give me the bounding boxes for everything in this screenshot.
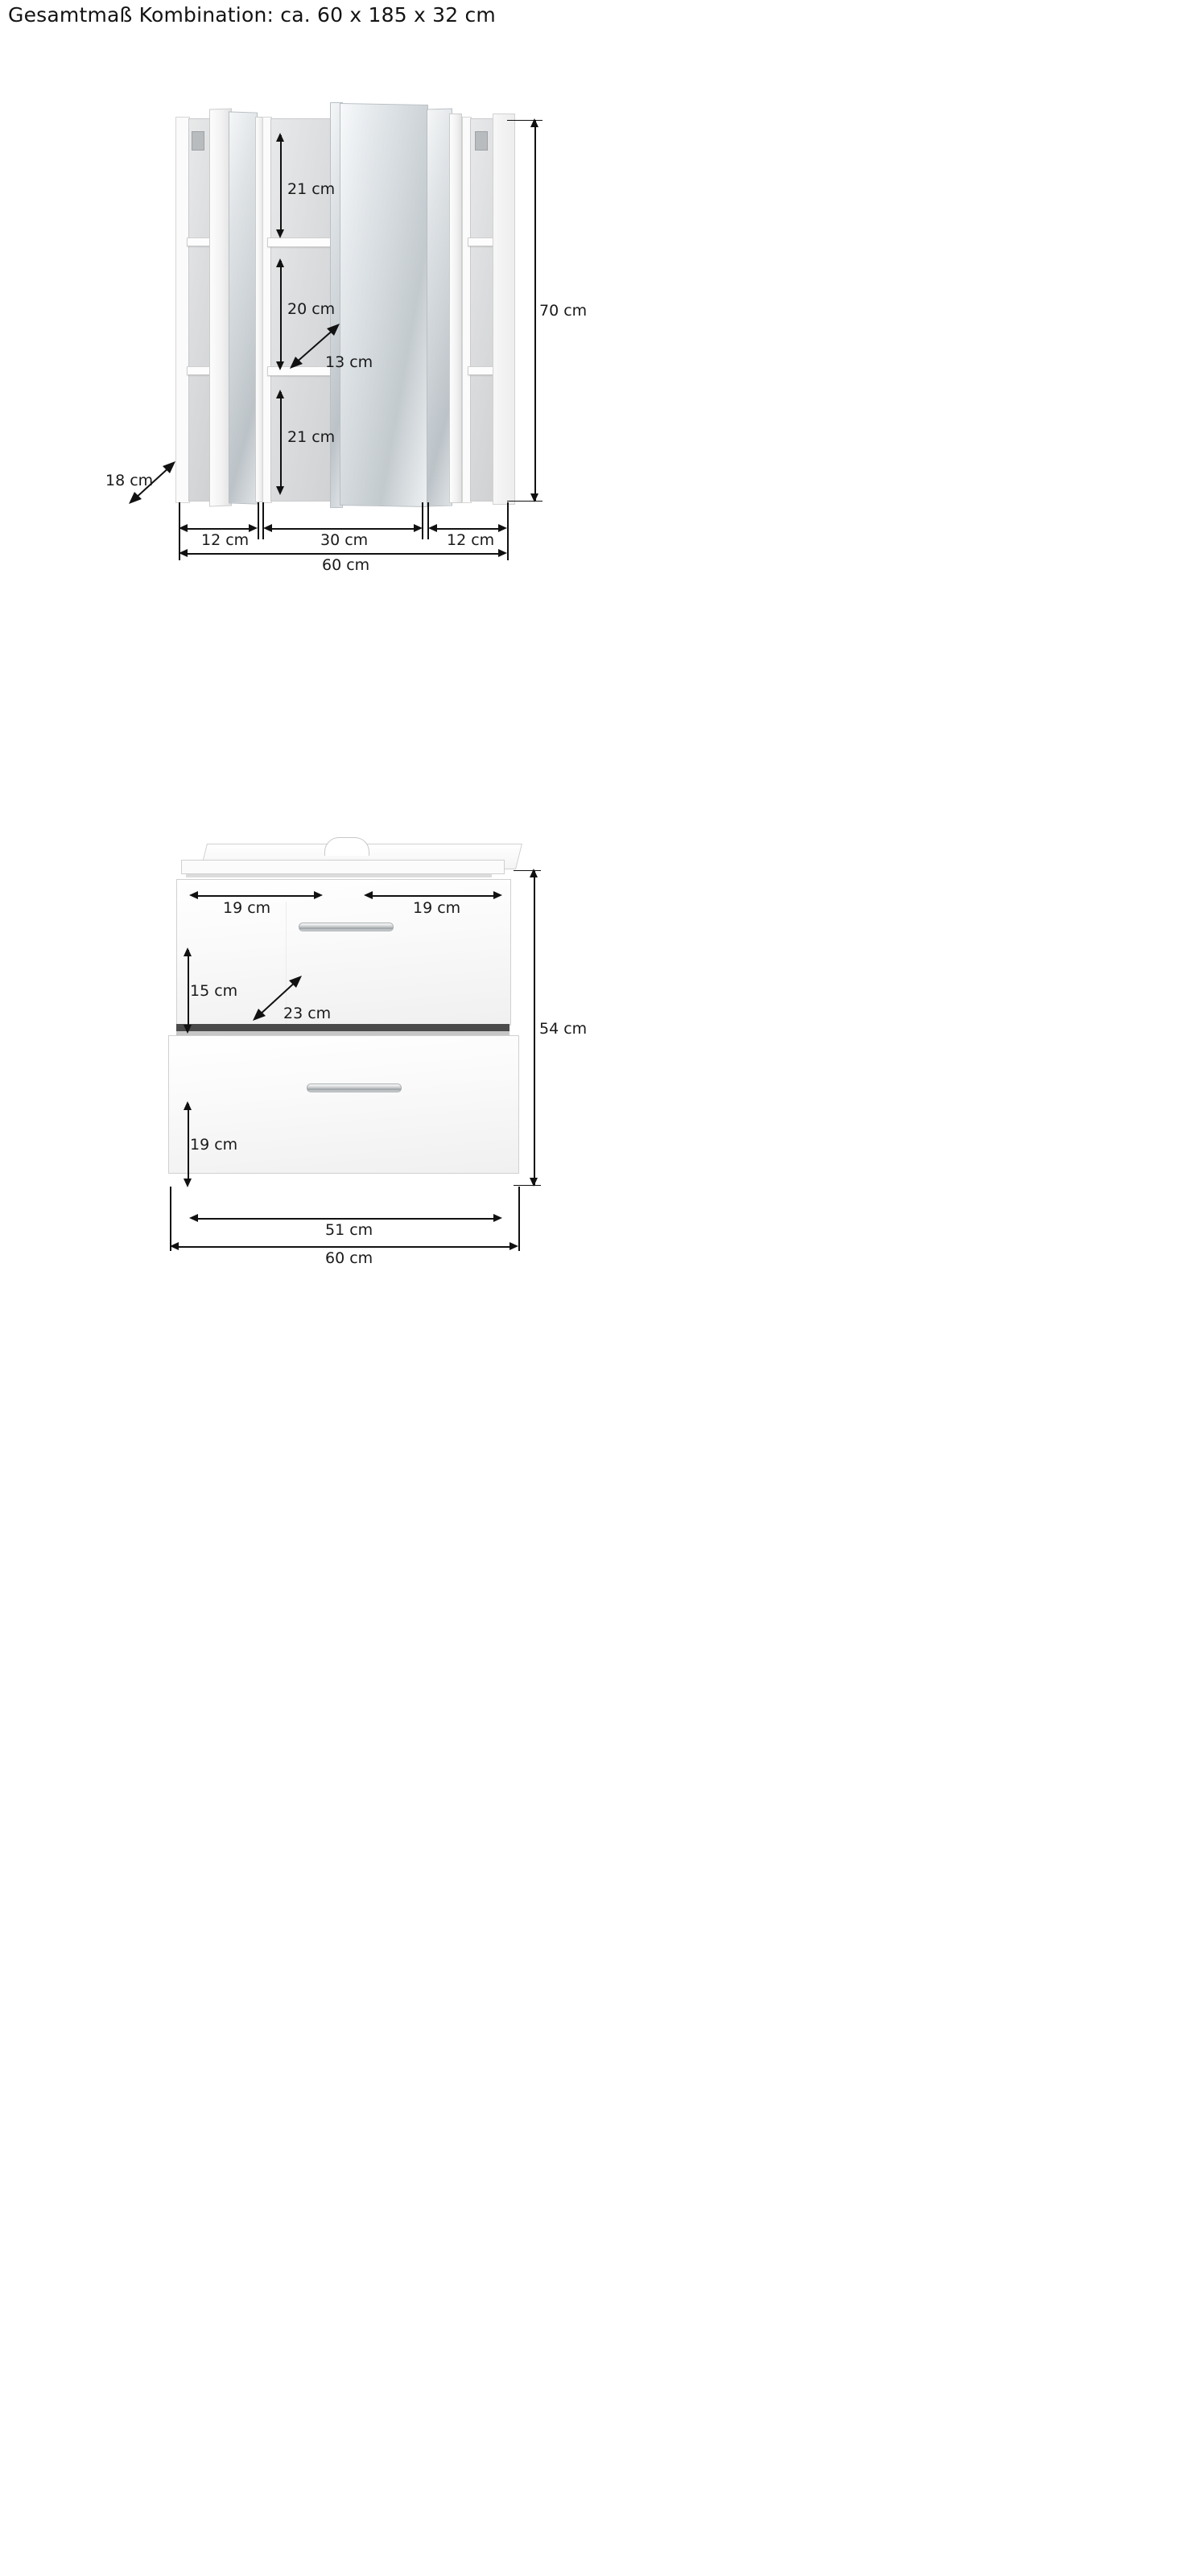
arrowhead-left-left-door-width [179, 524, 188, 532]
arrowhead-right-drawer-top-right-width [493, 891, 502, 899]
left-door-mirror [229, 111, 258, 504]
vanity-cabinet-illustration [165, 837, 527, 1175]
dim-line-total-height [534, 120, 536, 501]
dim-label-left-door-width: 12 cm [201, 531, 250, 549]
right-compartment-inner [470, 118, 494, 502]
page-title: Gesamtmaß Kombination: ca. 60 x 185 x 32 cm [8, 3, 496, 27]
dim-label-side-depth: 18 cm [105, 472, 154, 489]
dim-line-left-door-width [182, 528, 254, 530]
ext-line-width-center-left [262, 502, 264, 539]
dim-label-center-width: 30 cm [320, 531, 369, 549]
arrowhead-up-vanity-total-height [530, 869, 538, 877]
dim-line-drawer-bottom-height [188, 1104, 189, 1181]
dim-line-bottom-compartment [280, 392, 282, 489]
dim-line-drawer-top-left-width [192, 895, 320, 897]
arrowhead-right-vanity-inner-width [493, 1214, 502, 1222]
arrowhead-down-drawer-top-height [184, 1025, 192, 1034]
arrowhead-left-drawer-top-left-width [189, 891, 198, 899]
mirror-cabinet-illustration [175, 109, 514, 507]
dim-line-vanity-total-height [534, 870, 535, 1185]
dim-label-middle-compartment: 20 cm [287, 300, 336, 318]
dim-line-right-door-width [431, 528, 504, 530]
dim-label-inner-depth: 13 cm [325, 353, 373, 371]
vanity-top-plate-front [181, 860, 505, 874]
left-hinge [192, 131, 204, 151]
ext-line-vanity-width-left [170, 1187, 171, 1251]
dim-line-drawer-top-height [188, 950, 189, 1027]
dim-label-vanity-inner-width: 51 cm [325, 1221, 373, 1239]
arrowhead-up-total-height [530, 118, 538, 127]
right-door-edge [449, 114, 462, 503]
vanity-top-shadow [186, 874, 492, 877]
drawer-lower-handle[interactable] [307, 1084, 402, 1092]
arrowhead-right-center-width [414, 524, 423, 532]
dim-label-drawer-top-left-width: 19 cm [223, 899, 271, 917]
right-hinge [475, 131, 488, 151]
arrowhead-up-drawer-top-height [184, 947, 192, 956]
arrowhead-up-bottom-compartment [276, 390, 284, 398]
arrowhead-right-total-width [498, 549, 507, 557]
dim-label-vanity-total-width: 60 cm [325, 1249, 373, 1267]
ext-line-width-center-right [422, 502, 423, 539]
arrowhead-left-vanity-inner-width [189, 1214, 198, 1222]
dim-label-total-height: 70 cm [539, 302, 588, 320]
dim-line-middle-compartment [280, 261, 282, 364]
dim-label-top-compartment: 21 cm [287, 180, 336, 198]
arrowhead-down-total-height [530, 493, 538, 502]
arrowhead-down-bottom-compartment [276, 486, 284, 495]
drawer-gap [176, 1024, 509, 1031]
dim-label-drawer-top-right-width: 19 cm [413, 899, 461, 917]
dim-line-drawer-top-right-width [367, 895, 499, 897]
cabinet-right-wall [493, 114, 515, 505]
dim-line-vanity-total-width [173, 1246, 515, 1248]
left-compartment-inner [188, 118, 211, 502]
dim-label-total-width: 60 cm [322, 556, 370, 574]
arrowhead-up-top-compartment [276, 133, 284, 142]
arrowhead-down-drawer-bottom-height [184, 1179, 192, 1187]
dim-line-vanity-inner-width [192, 1218, 499, 1220]
dim-label-bottom-compartment: 21 cm [287, 428, 336, 446]
dim-line-center-width [266, 528, 419, 530]
arrowhead-up-drawer-bottom-height [184, 1101, 192, 1110]
arrowhead-up-middle-compartment [276, 258, 284, 267]
arrowhead-left-center-width [263, 524, 272, 532]
arrowhead-right-vanity-total-width [509, 1242, 518, 1250]
center-door-mirror [340, 103, 428, 507]
dim-label-drawer-bottom-height: 19 cm [190, 1136, 238, 1154]
sink-cutout [324, 837, 369, 856]
arrowhead-left-vanity-total-width [170, 1242, 179, 1250]
arrowhead-left-total-width [179, 549, 188, 557]
dim-label-right-door-width: 12 cm [447, 531, 495, 549]
arrowhead-down-top-compartment [276, 229, 284, 238]
arrowhead-down-vanity-total-height [530, 1178, 538, 1187]
drawer-upper-handle[interactable] [299, 923, 394, 931]
dim-label-drawer-top-height: 15 cm [190, 982, 238, 1000]
ext-line-width-left-door [258, 502, 259, 539]
dim-line-total-width [182, 553, 504, 555]
arrowhead-right-left-door-width [249, 524, 258, 532]
ext-line-width-right-door [427, 502, 429, 539]
arrowhead-down-middle-compartment [276, 361, 284, 370]
arrowhead-left-right-door-width [428, 524, 437, 532]
ext-line-vanity-width-right [518, 1187, 520, 1251]
dim-label-vanity-total-height: 54 cm [539, 1020, 588, 1038]
ext-line-width-right [507, 502, 509, 560]
arrowhead-left-drawer-top-right-width [364, 891, 373, 899]
arrowhead-right-drawer-top-left-width [314, 891, 323, 899]
arrowhead-right-right-door-width [498, 524, 507, 532]
dim-label-drawer-depth: 23 cm [283, 1005, 332, 1022]
dim-line-top-compartment [280, 135, 282, 232]
